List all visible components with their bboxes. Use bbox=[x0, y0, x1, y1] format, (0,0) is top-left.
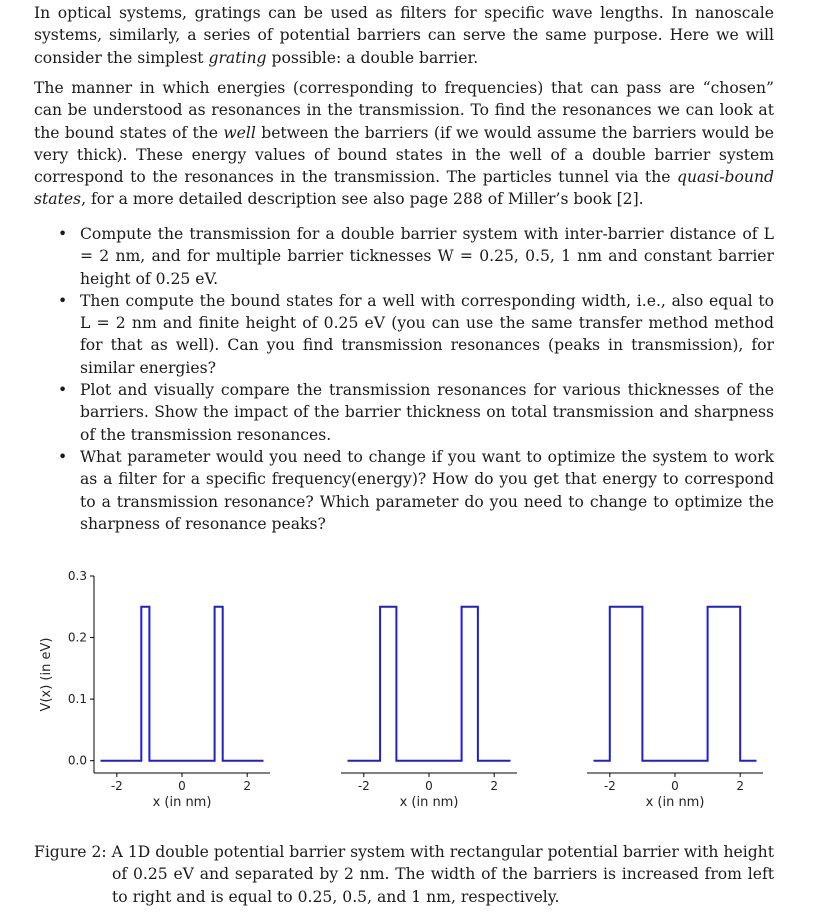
resonance-text-c: , for a more detailed description see also page 288 of Miller’s book [2]. bbox=[81, 190, 644, 209]
resonance-text-b: between the barriers (if we would assume the barriers would be very thick). These energy values of bound states in the well of a double barrier system correspond to the resonances in the transmission. The particles tunnel via the bbox=[34, 123, 774, 187]
y-tick-label: 0.3 bbox=[67, 569, 87, 583]
resonance-text-a: The manner in which energies (corresponding to frequencies) that can pass are “chosen” can be understood as resonances in the transmission. To find the resonances we can look at the bound states of the bbox=[34, 79, 774, 142]
task-list bbox=[34, 223, 774, 535]
x-axis-label: x (in nm) bbox=[399, 795, 459, 810]
task-item: • Then compute the bound states for a well with corresponding width, i.e., also equal to L = 2 nm and finite height of 0.25 eV (you can use the same transfer method method for that as well). Can you find transmission resonances (peaks in transmission), for similar energies? bbox=[34, 290, 774, 379]
x-tick-label: 0 bbox=[671, 779, 679, 793]
x-axis-label: x (in nm) bbox=[645, 795, 705, 810]
x-tick-label: 2 bbox=[243, 779, 252, 793]
potential-line bbox=[594, 607, 757, 761]
y-axis-label: V(x) (in eV) bbox=[39, 637, 54, 712]
x-tick-label: -2 bbox=[357, 779, 370, 793]
intro-text-b: possible: a double barrier. bbox=[266, 48, 479, 67]
potential-line bbox=[348, 607, 511, 761]
task-item: • Compute the transmission for a double barrier system with inter-barrier distance of L = 2 nm, and for multiple barrier ticknesses W = 0.25, 0.5, 1 nm and constant barrier height of 0.25 eV. bbox=[34, 223, 774, 290]
x-tick-label: -2 bbox=[603, 779, 616, 793]
resonance-text-em-well: well bbox=[223, 123, 256, 142]
resonance-paragraph bbox=[34, 77, 774, 211]
caption-label: Figure 2: bbox=[34, 843, 107, 861]
task-item: • What parameter would you need to change if you want to optimize the system to work as a filter for a specific frequency(energy)? How do you get that energy to correspond to a transmission resonance? Which parameter do you need to change to optimize the sharpness of resonance peaks? bbox=[34, 446, 774, 535]
intro-paragraph bbox=[34, 2, 774, 69]
y-tick-label: 0.2 bbox=[67, 630, 87, 645]
y-tick-label: 0.0 bbox=[67, 753, 87, 768]
resonance-text-em-quasi: quasi-bound states bbox=[34, 168, 774, 209]
figure-double-barrier bbox=[0, 560, 828, 835]
x-tick-label: -2 bbox=[110, 779, 123, 793]
y-tick-label: 0.1 bbox=[67, 692, 87, 707]
x-tick-label: 2 bbox=[736, 779, 745, 793]
intro-text-em: grating bbox=[208, 48, 267, 67]
task-item: • Plot and visually compare the transmission resonances for various thicknesses of the barriers. Show the impact of the barrier thickness on total transmission and sharpness of the transmission resonances. bbox=[34, 379, 774, 446]
x-axis-label: x (in nm) bbox=[152, 795, 212, 810]
figure-caption bbox=[34, 841, 774, 908]
caption-text: A 1D double potential barrier system with rectangular potential barrier with height of 0.25 eV and separated by 2 nm. The width of the barriers is increased from left to right and is equal to 0.25, 0.5, and 1 nm, respectively. bbox=[111, 843, 774, 906]
intro-text-a: In optical systems, gratings can be used as filters for specific wave lengths. In nanoscale systems, similarly, a series of potential barriers can serve the same purpose. Here we will consider the simplest bbox=[34, 4, 774, 67]
x-tick-label: 0 bbox=[425, 779, 433, 793]
x-tick-label: 2 bbox=[490, 779, 499, 793]
x-tick-label: 0 bbox=[178, 779, 186, 793]
potential-line bbox=[101, 607, 264, 761]
